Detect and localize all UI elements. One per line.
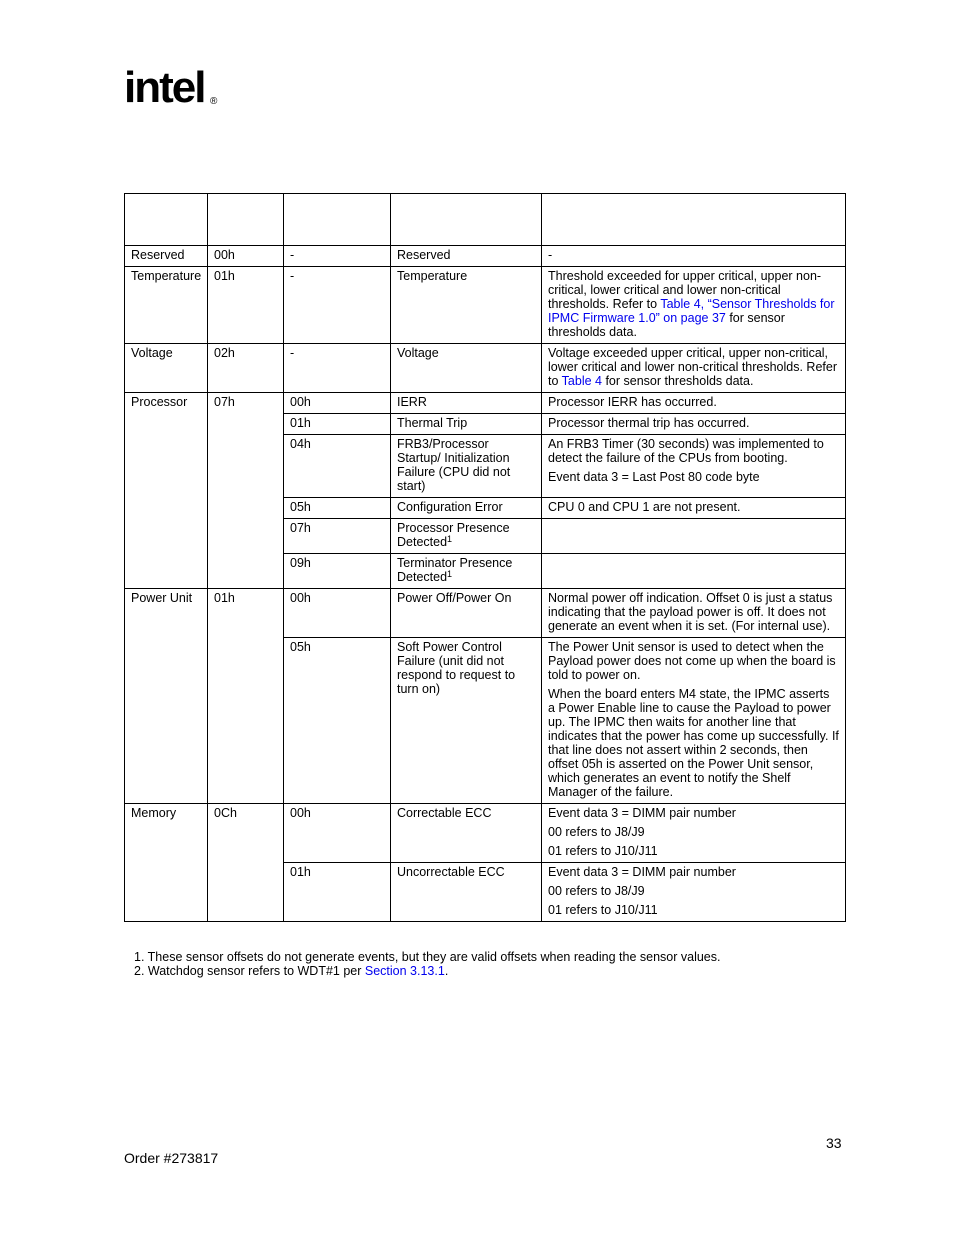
sensor-type: Temperature [125,267,208,344]
sensor-offset: 00h [284,804,391,863]
footnote-1: 1. These sensor offsets do not generate events, but they are valid offsets when reading the sensor values. [134,950,721,964]
sensor-description: Event data 3 = DIMM pair number 00 refers to J8/J9 01 refers to J10/J11 [542,804,846,863]
sensor-description: An FRB3 Timer (30 seconds) was implemented to detect the failure of the CPUs from booting. Event data 3 = Last Post 80 code byte [542,435,846,498]
sensor-offset: 05h [284,638,391,804]
sensor-description [542,554,846,589]
table-row [125,267,846,344]
sensor-code: 02h [208,344,284,393]
sensor-offset-name: Voltage [391,344,542,393]
logo-registered-mark: ® [210,96,218,107]
sensor-table [124,193,846,922]
table-row [125,344,846,393]
sensor-code: 0Ch [208,804,284,922]
sensor-offset: - [284,344,391,393]
sensor-type: Processor [125,393,208,589]
sensor-description: Processor IERR has occurred. [542,393,846,414]
sensor-code: 00h [208,246,284,267]
sensor-description: Event data 3 = DIMM pair number 00 refers to J8/J9 01 refers to J10/J11 [542,863,846,922]
table-row [125,804,846,863]
sensor-description: - [542,246,846,267]
sensor-type: Power Unit [125,589,208,804]
footnote-marker: 1 [447,534,453,544]
sensor-offset-name: Configuration Error [391,498,542,519]
table-footnotes [134,950,720,978]
table-4-link[interactable]: Table 4 [561,374,602,388]
sensor-offset: 01h [284,414,391,435]
sensor-description: Voltage exceeded upper critical, upper non-critical, lower critical and lower non-critical thresholds. Refer to Table 4 for sensor thresholds data. [542,344,846,393]
sensor-code: 07h [208,393,284,589]
table-row [125,589,846,638]
table-header-row [125,194,846,246]
sensor-offset-name: Terminator Presence Detected$^1$ [391,554,542,589]
sensor-type: Memory [125,804,208,922]
sensor-offset: 01h [284,863,391,922]
order-number: Order #273817 [124,1150,219,1166]
sensor-offset: 00h [284,589,391,638]
sensor-offset-name: Reserved [391,246,542,267]
sensor-offset: 07h [284,519,391,554]
sensor-offset-name: FRB3/Processor Startup/ Initialization Failure (CPU did not start) [391,435,542,498]
sensor-offset-name: Processor Presence Detected$^1$ [391,519,542,554]
sensor-type: Voltage [125,344,208,393]
footnote-2: 2. Watchdog sensor refers to WDT#1 per Section 3.13.1. [134,964,449,978]
sensor-offset-name: Temperature [391,267,542,344]
sensor-offset-name: Soft Power Control Failure (unit did not respond to request to turn on) [391,638,542,804]
section-3-13-1-link[interactable]: Section 3.13.1 [364,964,445,978]
table-row [125,393,846,414]
table-4-link[interactable]: Table 4, “Sensor Thresholds for IPMC Firmware 1.0” on page 37 [548,297,835,325]
sensor-code: 01h [208,589,284,804]
sensor-description: Processor thermal trip has occurred. [542,414,846,435]
sensor-description: The Power Unit sensor is used to detect when the Payload power does not come up when the board is told to power on. When the board enters M4 state, the IPMC asserts a Power Enable line to cause the Payload to power up. The IPMC then waits for another line that indicates that the power has come up successfully. If that line does not assert within 2 seconds, then offset 05h is asserted on the Power Unit sensor, which generates an event to notify the Shelf Manager of the failure. [542,638,846,804]
sensor-description: CPU 0 and CPU 1 are not present. [542,498,846,519]
sensor-description [542,519,846,554]
sensor-offset: - [284,246,391,267]
intel-logo [122,60,232,120]
sensor-offset-name: Power Off/Power On [391,589,542,638]
sensor-description: Normal power off indication. Offset 0 is just a status indicating that the payload power is off. It does not generate an event when it is set. (For internal use). [542,589,846,638]
table-row [125,246,846,267]
sensor-description: Threshold exceeded for upper critical, upper non-critical, lower critical and lower non-critical thresholds. Refer to Table 4, “Sensor Thresholds for IPMC Firmware 1.0” on page 37 for sensor thresholds data. [542,267,846,344]
sensor-offset-name: Thermal Trip [391,414,542,435]
footnote-marker: 1 [447,569,453,579]
sensor-code: 01h [208,267,284,344]
sensor-offset-name: Uncorrectable ECC [391,863,542,922]
sensor-offset: 04h [284,435,391,498]
sensor-offset: 00h [284,393,391,414]
sensor-offset: 09h [284,554,391,589]
sensor-offset-name: IERR [391,393,542,414]
page-number: 33 [826,1135,842,1151]
sensor-offset: 05h [284,498,391,519]
sensor-type: Reserved [125,246,208,267]
logo-text: intel [124,63,205,112]
sensor-offset-name: Correctable ECC [391,804,542,863]
sensor-offset: - [284,267,391,344]
